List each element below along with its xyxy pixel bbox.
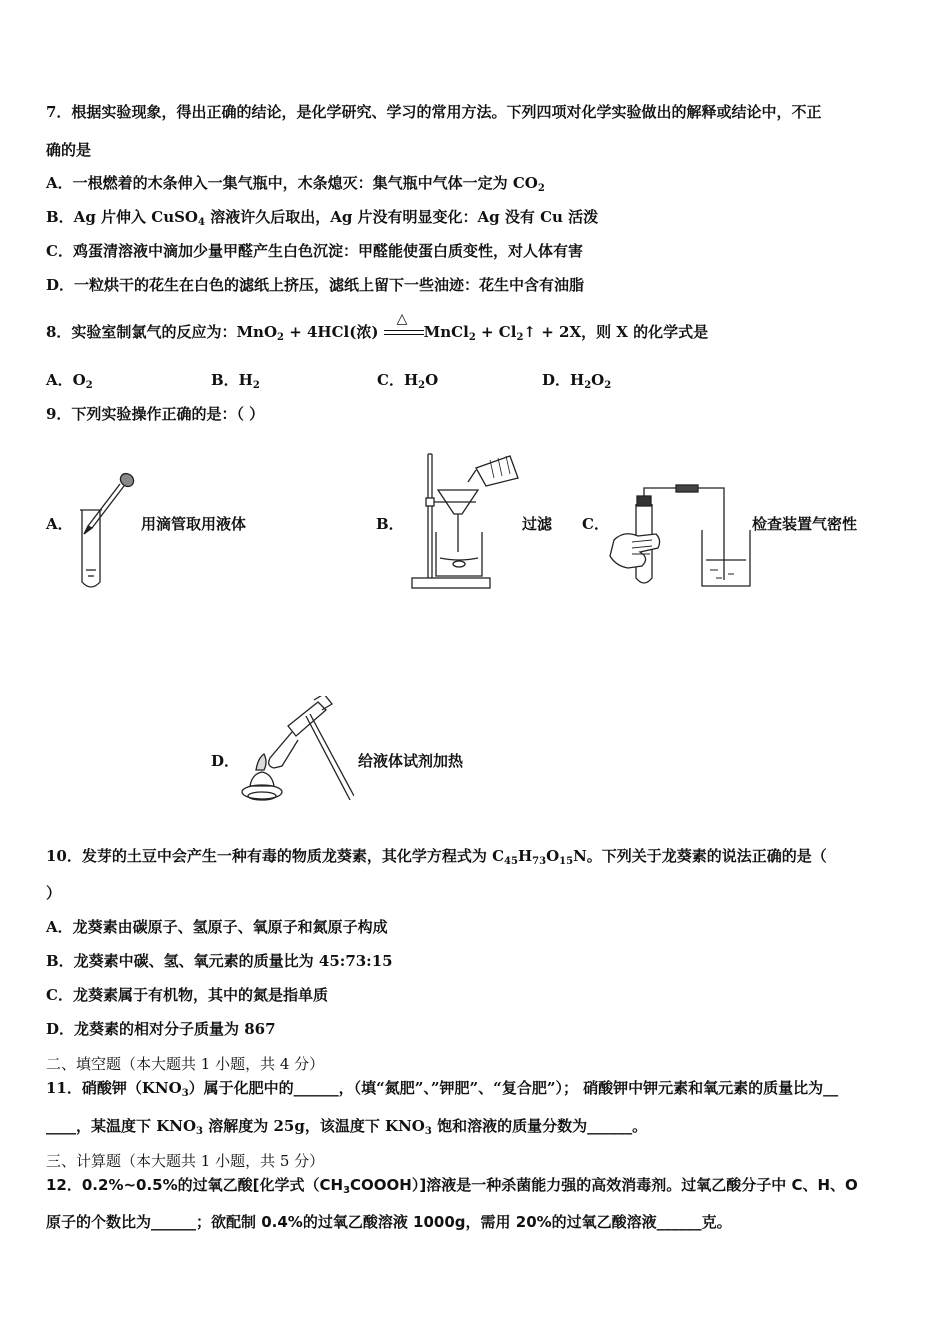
q9-option-b-caption: 过滤 [522,515,553,533]
q10-stem-line1: 10．发芽的土豆中会产生一种有毒的物质龙葵素，其化学方程式为 $C_{45}H_{73}O_{15}N$。下列关于龙葵素的说法正确的是（ [46,847,827,867]
q9-option-b-label: B． [376,515,404,533]
q10-option-c: C．龙葵素属于有机物，其中的氮是指单质 [46,986,328,1004]
heating-liquid-figure [236,696,354,808]
q9-option-d-label: D． [211,752,240,770]
q7-option-a: A．一根燃着的木条伸入一集气瓶中，木条熄灭：集气瓶中气体一定为 $CO_2$ [46,174,545,194]
airtightness-check-figure [606,482,756,592]
section-fill-in-heading: 二、填空题（本大题共 1 小题，共 4 分） [46,1055,325,1073]
q12-line1: 12．0.2%~0.5%的过氧乙酸[化学式$(CH_3COOOH)$]溶液是一种杀菌能力强的高效消毒剂。过氧乙酸分子中 C、H、O [46,1176,858,1196]
q7-option-c: C．鸡蛋清溶液中滴加少量甲醛产生白色沉淀：甲醛能使蛋白质变性，对人体有害 [46,242,583,260]
q9-stem: 9．下列实验操作正确的是：（ ） [46,405,265,423]
q10-option-b: B．龙葵素中碳、氢、氧元素的质量比为 45:73:15 [46,952,393,970]
q11-line1: 11．硝酸钾$(KNO_3)$属于化肥中的______，（填“氮肥”、”钾肥”、“复合肥”）； 硝酸钾中钾元素和氧元素的质量比为__ [46,1079,839,1099]
filtration-apparatus-figure [406,442,528,592]
q8-option-c: C．$H_2O$ [377,371,439,391]
q7-stem-line2: 确的是 [46,141,92,159]
q8-option-b: B．$H_2$ [211,371,260,391]
section-calculation-heading: 三、计算题（本大题共 1 小题，共 5 分） [46,1152,325,1170]
q8-option-a: A．$O_2$ [46,371,93,391]
dropper-test-tube-figure [74,470,138,595]
q12-line2: 原子的个数比为______；欲配制 0.4%的过氧乙酸溶液 1000g，需用 20%的过氧乙酸溶液______克。 [46,1213,732,1231]
q9-option-a-caption: 用滴管取用液体 [141,515,247,533]
q8-option-d: D．$H_2O_2$ [542,371,612,391]
q10-stem-line2: ） [46,884,62,902]
q7-option-d: D．一粒烘干的花生在白色的滤纸上挤压，滤纸上留下一些油迹：花生中含有油脂 [46,276,585,294]
q11-line2: ____，某温度下 $KNO_3$ 溶解度为 25g，该温度下 $KNO_3$ 饱和溶液的质量分数为______。 [46,1117,648,1137]
q7-stem-line1: 7．根据实验现象，得出正确的结论，是化学研究、学习的常用方法。下列四项对化学实验做出的解释或结论中，不正 [46,103,822,121]
q8-stem: 8．实验室制氯气的反应为：MnO$_2$ + 4HCl(浓) △ MnCl$_2$ + $Cl_2↑ + 2X$，则 X 的化学式是 [46,311,709,343]
q9-option-c-caption: 检查装置气密性 [752,515,858,533]
q9-option-a-label: A． [46,515,73,533]
q10-option-d: D．龙葵素的相对分子质量为 867 [46,1020,276,1038]
q9-option-c-label: C． [582,515,609,533]
q10-option-a: A．龙葵素由碳原子、氢原子、氧原子和氮原子构成 [46,918,388,936]
q7-option-b: B．Ag 片伸入 CuSO$_4$ 溶液许久后取出，Ag 片没有明显变化：Ag 没有 Cu 活泼 [46,208,599,228]
q9-option-d-caption: 给液体试剂加热 [358,752,464,770]
heat-equals-sign: △ [384,323,424,343]
